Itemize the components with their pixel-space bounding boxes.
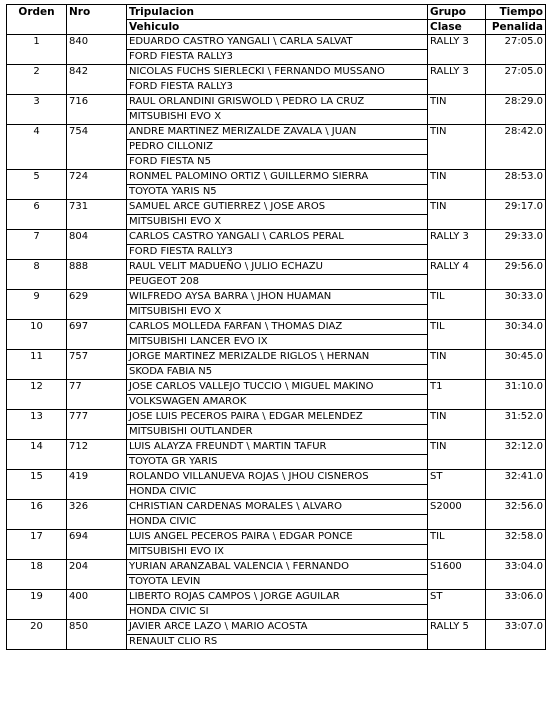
orden-cell: 8 <box>7 260 67 290</box>
nro-cell: 850 <box>67 620 127 650</box>
crew-cell: EDUARDO CASTRO YANGALI \ CARLA SALVAT <box>127 35 428 50</box>
nro-cell: 840 <box>67 35 127 65</box>
orden-cell: 16 <box>7 500 67 530</box>
header-grupo: Grupo <box>428 5 486 20</box>
table-row <box>7 35 546 50</box>
table-row <box>7 320 546 335</box>
table-row <box>7 560 546 575</box>
vehicle-cell: MITSUBISHI EVO X <box>127 110 428 125</box>
table-row <box>7 590 546 605</box>
vehicle-cell: FORD FIESTA N5 <box>127 155 428 170</box>
nro-cell: 694 <box>67 530 127 560</box>
crew-cell: JOSE LUIS PECEROS PAIRA \ EDGAR MELENDEZ <box>127 410 428 425</box>
table-row <box>7 530 546 545</box>
table-row <box>7 260 546 275</box>
tiempo-cell: 28:53.0 <box>486 170 546 200</box>
orden-cell: 5 <box>7 170 67 200</box>
vehicle-cell: HONDA CIVIC SI <box>127 605 428 620</box>
grupo-cell: ST <box>428 590 486 620</box>
tiempo-cell: 30:33.0 <box>486 290 546 320</box>
crew-cell: LUIS ANGEL PECEROS PAIRA \ EDGAR PONCE <box>127 530 428 545</box>
nro-cell: 888 <box>67 260 127 290</box>
tiempo-cell: 33:07.0 <box>486 620 546 650</box>
nro-cell: 400 <box>67 590 127 620</box>
orden-cell: 7 <box>7 230 67 260</box>
tiempo-cell: 32:58.0 <box>486 530 546 560</box>
nro-cell: 754 <box>67 125 127 170</box>
vehicle-cell: HONDA CIVIC <box>127 485 428 500</box>
table-row <box>7 470 546 485</box>
nro-cell: 724 <box>67 170 127 200</box>
grupo-cell: TIL <box>428 290 486 320</box>
grupo-cell: T1 <box>428 380 486 410</box>
header-orden: Orden <box>7 5 67 35</box>
nro-cell: 804 <box>67 230 127 260</box>
orden-cell: 10 <box>7 320 67 350</box>
crew-cell: SAMUEL ARCE GUTIERREZ \ JOSE AROS <box>127 200 428 215</box>
tiempo-cell: 32:41.0 <box>486 470 546 500</box>
nro-cell: 697 <box>67 320 127 350</box>
crew-cell: RAUL VELIT MADUEÑO \ JULIO ECHAZU <box>127 260 428 275</box>
tiempo-cell: 29:17.0 <box>486 200 546 230</box>
header-row-top <box>7 5 546 20</box>
table-row <box>7 500 546 515</box>
vehicle-cell: FORD FIESTA RALLY3 <box>127 245 428 260</box>
crew-cell: PEDRO CILLONIZ <box>127 140 428 155</box>
nro-cell: 777 <box>67 410 127 440</box>
nro-cell: 712 <box>67 440 127 470</box>
crew-cell: ROLANDO VILLANUEVA ROJAS \ JHOU CISNEROS <box>127 470 428 485</box>
nro-cell: 204 <box>67 560 127 590</box>
grupo-cell: RALLY 5 <box>428 620 486 650</box>
grupo-cell: TIN <box>428 95 486 125</box>
crew-cell: LUIS ALAYZA FREUNDT \ MARTIN TAFUR <box>127 440 428 455</box>
nro-cell: 77 <box>67 380 127 410</box>
table-row <box>7 65 546 80</box>
orden-cell: 14 <box>7 440 67 470</box>
vehicle-cell: MITSUBISHI OUTLANDER <box>127 425 428 440</box>
table-row <box>7 380 546 395</box>
orden-cell: 15 <box>7 470 67 500</box>
orden-cell: 4 <box>7 125 67 170</box>
nro-cell: 716 <box>67 95 127 125</box>
tiempo-cell: 32:56.0 <box>486 500 546 530</box>
table-row <box>7 440 546 455</box>
grupo-cell: RALLY 4 <box>428 260 486 290</box>
grupo-cell: TIN <box>428 410 486 440</box>
table-header <box>7 5 546 35</box>
crew-cell: RONMEL PALOMINO ORTIZ \ GUILLERMO SIERRA <box>127 170 428 185</box>
vehicle-cell: TOYOTA YARIS N5 <box>127 185 428 200</box>
tiempo-cell: 28:29.0 <box>486 95 546 125</box>
crew-cell: LIBERTO ROJAS CAMPOS \ JORGE AGUILAR <box>127 590 428 605</box>
tiempo-cell: 32:12.0 <box>486 440 546 470</box>
crew-cell: CARLOS MOLLEDA FARFAN \ THOMAS DIAZ <box>127 320 428 335</box>
crew-cell: JOSE CARLOS VALLEJO TUCCIO \ MIGUEL MAKINO <box>127 380 428 395</box>
orden-cell: 2 <box>7 65 67 95</box>
nro-cell: 629 <box>67 290 127 320</box>
grupo-cell: ST <box>428 470 486 500</box>
vehicle-cell: RENAULT CLIO RS <box>127 635 428 650</box>
nro-cell: 757 <box>67 350 127 380</box>
vehicle-cell: TOYOTA GR YARIS <box>127 455 428 470</box>
header-vehiculo: Vehiculo <box>127 20 428 35</box>
crew-cell: CARLOS CASTRO YANGALI \ CARLOS PERAL <box>127 230 428 245</box>
tiempo-cell: 29:56.0 <box>486 260 546 290</box>
table-row <box>7 350 546 365</box>
table-row <box>7 170 546 185</box>
grupo-cell: RALLY 3 <box>428 65 486 95</box>
vehicle-cell: VOLKSWAGEN AMAROK <box>127 395 428 410</box>
orden-cell: 11 <box>7 350 67 380</box>
orden-cell: 20 <box>7 620 67 650</box>
crew-cell: RAUL ORLANDINI GRISWOLD \ PEDRO LA CRUZ <box>127 95 428 110</box>
grupo-cell: TIL <box>428 320 486 350</box>
crew-cell: CHRISTIAN CARDENAS MORALES \ ALVARO <box>127 500 428 515</box>
vehicle-cell: MITSUBISHI EVO IX <box>127 545 428 560</box>
header-penalida: Penalida <box>486 20 546 35</box>
tiempo-cell: 33:06.0 <box>486 590 546 620</box>
results-document <box>6 4 546 650</box>
tiempo-cell: 27:05.0 <box>486 35 546 65</box>
orden-cell: 12 <box>7 380 67 410</box>
orden-cell: 19 <box>7 590 67 620</box>
tiempo-cell: 31:52.0 <box>486 410 546 440</box>
table-row <box>7 410 546 425</box>
vehicle-cell: HONDA CIVIC <box>127 515 428 530</box>
crew-cell: JAVIER ARCE LAZO \ MARIO ACOSTA <box>127 620 428 635</box>
orden-cell: 3 <box>7 95 67 125</box>
table-row <box>7 95 546 110</box>
results-table <box>6 4 546 650</box>
tiempo-cell: 31:10.0 <box>486 380 546 410</box>
grupo-cell: TIN <box>428 440 486 470</box>
orden-cell: 13 <box>7 410 67 440</box>
vehicle-cell: PEUGEOT 208 <box>127 275 428 290</box>
vehicle-cell: SKODA FABIA N5 <box>127 365 428 380</box>
table-row <box>7 125 546 140</box>
crew-cell: YURIAN ARANZABAL VALENCIA \ FERNANDO <box>127 560 428 575</box>
tiempo-cell: 30:34.0 <box>486 320 546 350</box>
tiempo-cell: 29:33.0 <box>486 230 546 260</box>
results-body <box>7 35 546 650</box>
tiempo-cell: 33:04.0 <box>486 560 546 590</box>
grupo-cell: TIN <box>428 170 486 200</box>
orden-cell: 6 <box>7 200 67 230</box>
grupo-cell: S2000 <box>428 500 486 530</box>
header-nro: Nro <box>67 5 127 35</box>
orden-cell: 17 <box>7 530 67 560</box>
grupo-cell: RALLY 3 <box>428 35 486 65</box>
grupo-cell: TIN <box>428 350 486 380</box>
vehicle-cell: FORD FIESTA RALLY3 <box>127 80 428 95</box>
table-row <box>7 200 546 215</box>
header-tripulacion: Tripulacion <box>127 5 428 20</box>
vehicle-cell: TOYOTA LEVIN <box>127 575 428 590</box>
tiempo-cell: 27:05.0 <box>486 65 546 95</box>
grupo-cell: TIN <box>428 200 486 230</box>
tiempo-cell: 30:45.0 <box>486 350 546 380</box>
nro-cell: 842 <box>67 65 127 95</box>
crew-cell: WILFREDO AYSA BARRA \ JHON HUAMAN <box>127 290 428 305</box>
nro-cell: 326 <box>67 500 127 530</box>
grupo-cell: TIL <box>428 530 486 560</box>
grupo-cell: TIN <box>428 125 486 170</box>
grupo-cell: RALLY 3 <box>428 230 486 260</box>
vehicle-cell: FORD FIESTA RALLY3 <box>127 50 428 65</box>
crew-cell: JORGE MARTINEZ MERIZALDE RIGLOS \ HERNAN <box>127 350 428 365</box>
table-row <box>7 230 546 245</box>
orden-cell: 9 <box>7 290 67 320</box>
vehicle-cell: MITSUBISHI LANCER EVO IX <box>127 335 428 350</box>
crew-cell: ANDRE MARTINEZ MERIZALDE ZAVALA \ JUAN <box>127 125 428 140</box>
orden-cell: 18 <box>7 560 67 590</box>
table-row <box>7 290 546 305</box>
tiempo-cell: 28:42.0 <box>486 125 546 170</box>
vehicle-cell: MITSUBISHI EVO X <box>127 215 428 230</box>
header-tiempo: Tiempo <box>486 5 546 20</box>
orden-cell: 1 <box>7 35 67 65</box>
table-row <box>7 620 546 635</box>
vehicle-cell: MITSUBISHI EVO X <box>127 305 428 320</box>
nro-cell: 731 <box>67 200 127 230</box>
crew-cell: NICOLAS FUCHS SIERLECKI \ FERNANDO MUSSANO <box>127 65 428 80</box>
grupo-cell: S1600 <box>428 560 486 590</box>
nro-cell: 419 <box>67 470 127 500</box>
header-clase: Clase <box>428 20 486 35</box>
